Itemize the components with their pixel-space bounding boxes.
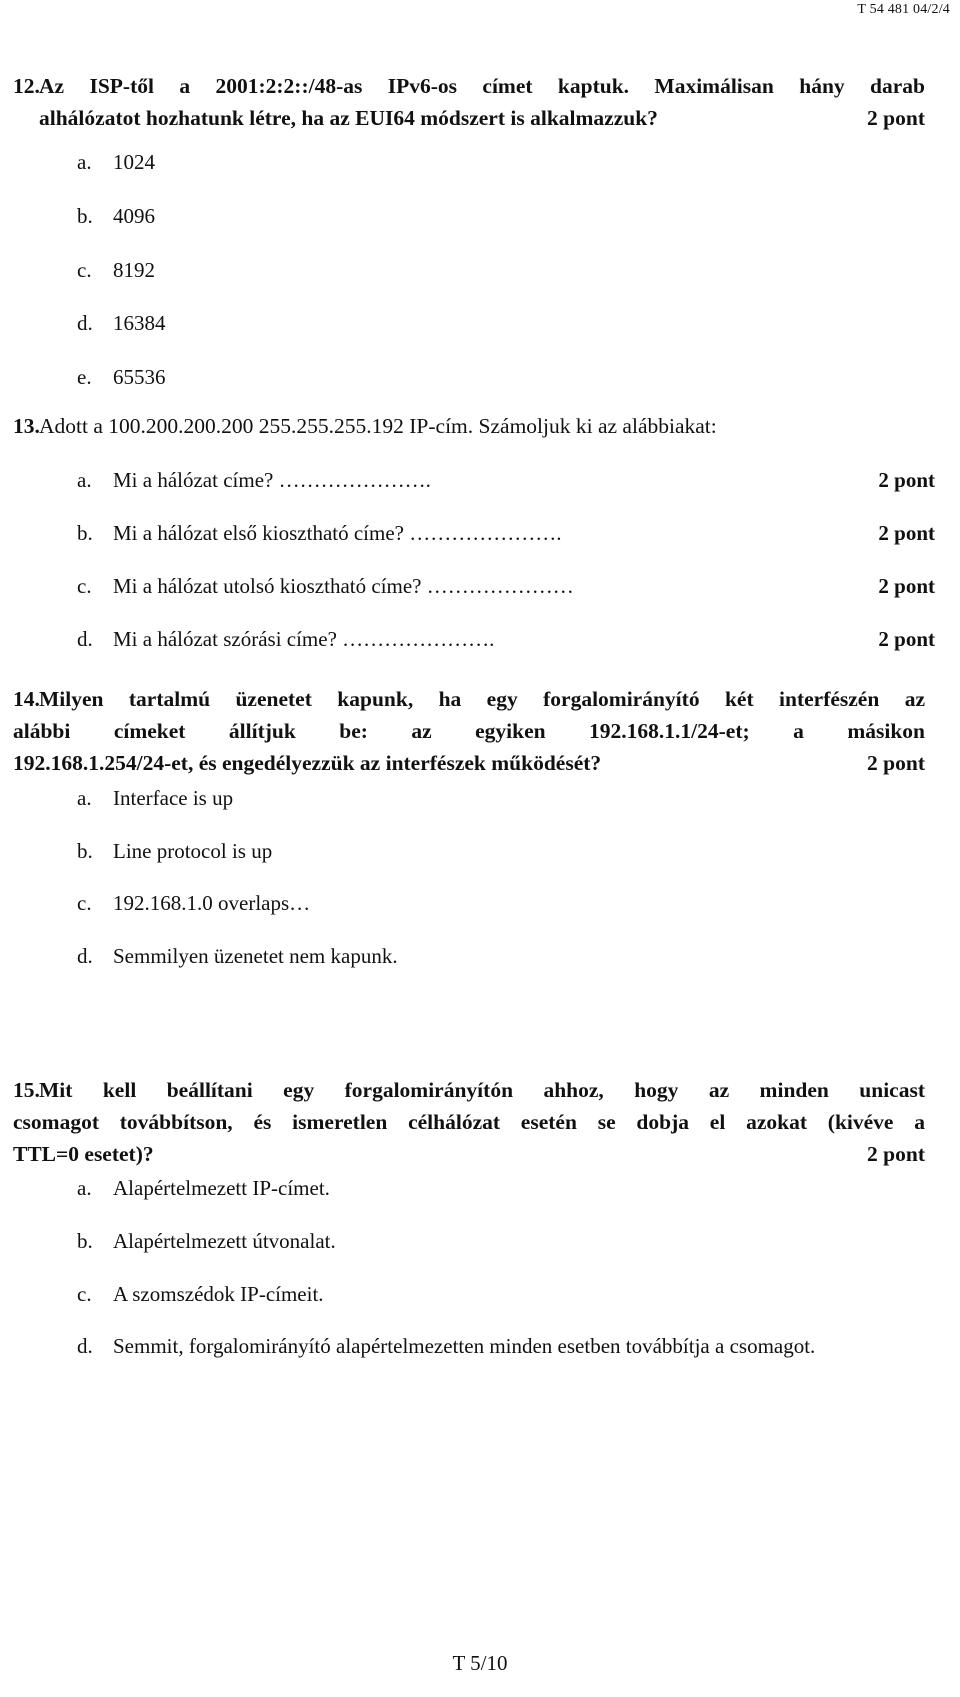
question-line-with-points	[13, 1138, 925, 1170]
option-letter: d.	[77, 944, 93, 968]
option-d	[77, 1330, 935, 1362]
question-14	[0, 683, 960, 779]
document-code: T 54 481 04/2/4	[857, 2, 950, 17]
points-label: 2 pont	[878, 574, 935, 598]
option-a	[77, 466, 935, 494]
option-c	[77, 256, 155, 284]
question-14-text	[13, 683, 925, 779]
question-line: 192.168.1.254/24-et, és engedélyezzük az interfészek működését?	[13, 751, 602, 775]
option-text: 8192	[113, 258, 155, 282]
points-label: 2 pont	[867, 751, 925, 775]
option-a	[77, 1174, 330, 1202]
question-line: Az ISP-től a 2001:2:2::/48-as IPv6-os címet kaptuk. Maximálisan hány darab	[39, 74, 925, 98]
page-number: T 5/10	[452, 1651, 508, 1675]
option-text: A szomszédok IP-címeit.	[113, 1282, 324, 1306]
option-letter: a.	[77, 150, 92, 174]
option-b	[77, 519, 935, 547]
option-c	[77, 889, 310, 917]
question-13	[0, 410, 960, 442]
question-line: TTL=0 esetet)?	[13, 1142, 154, 1166]
question-line-with-points	[13, 747, 925, 779]
option-a	[77, 784, 233, 812]
option-letter: b.	[77, 839, 93, 863]
option-letter: c.	[77, 574, 92, 598]
option-e	[77, 363, 166, 391]
option-letter: d.	[77, 1334, 93, 1358]
option-letter: c.	[77, 891, 92, 915]
question-15-text	[13, 1074, 925, 1170]
points-label: 2 pont	[878, 521, 935, 545]
question-line: Mit kell beállítani egy forgalomirányítón ahhoz, hogy az minden unicast	[39, 1078, 925, 1102]
option-b	[77, 1227, 336, 1255]
question-line: alábbi címeket állítjuk be: az egyiken 192.168.1.1/24-et; a másikon	[13, 719, 925, 743]
points-label: 2 pont	[867, 1142, 925, 1166]
points-label: 2 pont	[878, 468, 935, 492]
option-c	[77, 572, 935, 600]
option-text: 192.168.1.0 overlaps…	[113, 891, 311, 915]
option-text: Mi a hálózat utolsó kiosztható címe? …………………	[113, 574, 574, 598]
option-text: 1024	[113, 150, 155, 174]
option-letter: e.	[77, 365, 92, 389]
question-number: 13.	[13, 414, 40, 438]
option-text: Mi a hálózat első kiosztható címe? ………………….	[113, 521, 562, 545]
question-line: csomagot továbbítson, és ismeretlen célhálózat esetén se dobja el azokat (kivéve a	[13, 1110, 925, 1134]
option-letter: a.	[77, 786, 92, 810]
option-letter: a.	[77, 468, 92, 492]
option-text: 16384	[113, 311, 166, 335]
question-13-text	[13, 410, 925, 442]
option-letter: d.	[77, 311, 93, 335]
option-letter: b.	[77, 521, 93, 545]
question-12-text	[13, 70, 925, 134]
question-number: 12.	[13, 74, 40, 98]
question-line: Adott a 100.200.200.200 255.255.255.192 IP-cím. Számoljuk ki az alábbiakat:	[39, 414, 717, 438]
option-a	[77, 148, 155, 176]
option-d	[77, 942, 398, 970]
question-15	[0, 1074, 960, 1170]
option-text: Line protocol is up	[113, 839, 273, 863]
question-line-with-points	[39, 102, 925, 134]
question-number: 15.	[13, 1078, 40, 1102]
option-letter: d.	[77, 627, 93, 651]
question-line: Milyen tartalmú üzenetet kapunk, ha egy forgalomirányító két interfészén az	[39, 687, 925, 711]
option-d	[77, 309, 166, 337]
option-c	[77, 1280, 324, 1308]
question-12	[0, 70, 960, 134]
option-b	[77, 837, 272, 865]
option-text: Alapértelmezett útvonalat.	[113, 1229, 336, 1253]
option-text: 65536	[113, 365, 166, 389]
option-text: Mi a hálózat címe? ………………….	[113, 468, 431, 492]
option-text: Mi a hálózat szórási címe? ………………….	[113, 627, 495, 651]
points-label: 2 pont	[867, 106, 925, 130]
option-text: 4096	[113, 204, 155, 228]
option-letter: a.	[77, 1176, 92, 1200]
question-line: alhálózatot hozhatunk létre, ha az EUI64 módszert is alkalmazzuk?	[39, 106, 658, 130]
option-text: Interface is up	[113, 786, 234, 810]
question-number: 14.	[13, 687, 40, 711]
option-b	[77, 202, 155, 230]
option-letter: b.	[77, 204, 93, 228]
option-letter: c.	[77, 1282, 92, 1306]
option-letter: c.	[77, 258, 92, 282]
option-text: Semmit, forgalomirányító alapértelmezetten minden esetben továbbítja a csomagot.	[113, 1334, 816, 1358]
points-label: 2 pont	[878, 627, 935, 651]
option-text: Semmilyen üzenetet nem kapunk.	[113, 944, 398, 968]
option-letter: b.	[77, 1229, 93, 1253]
option-text: Alapértelmezett IP-címet.	[113, 1176, 330, 1200]
option-d	[77, 625, 935, 653]
